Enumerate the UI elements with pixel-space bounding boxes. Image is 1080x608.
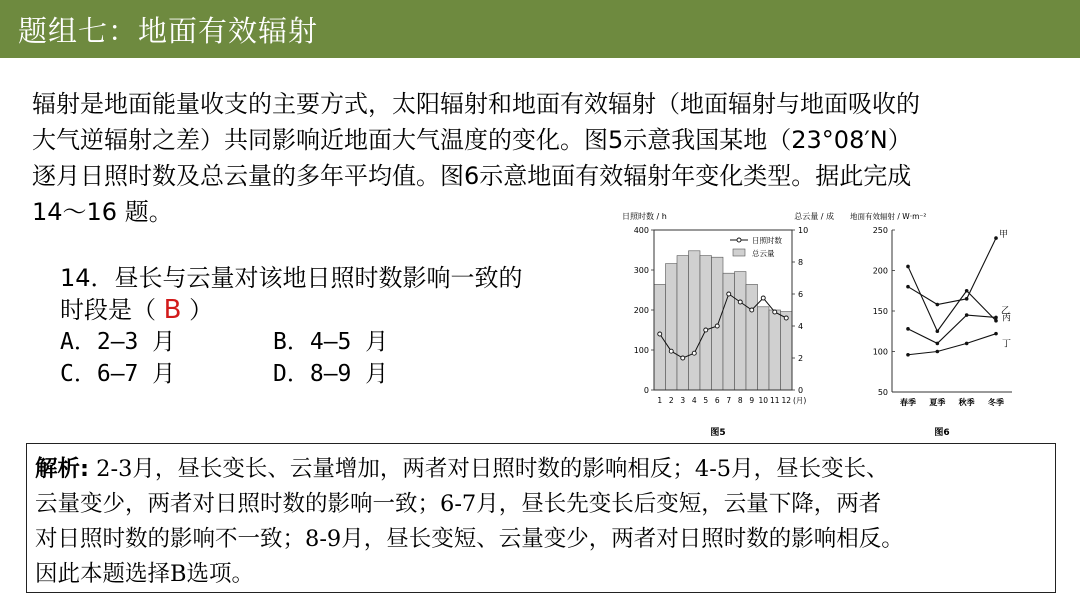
sunshine-point — [704, 328, 708, 332]
x-tick-label: 5 — [703, 396, 709, 405]
series-label: 乙 — [1001, 306, 1011, 317]
x-tick-label: 春季 — [900, 398, 916, 407]
x-tick-label: 6 — [714, 396, 720, 405]
x-tick-label: 4 — [691, 396, 697, 405]
x-tick-label: 冬季 — [988, 398, 1004, 407]
series-line — [908, 315, 996, 343]
series-point — [936, 342, 940, 346]
analysis-line: 2-3月，昼长变长、云量增加，两者对日照时数的影响相反；4-5月，昼长变长、 — [96, 456, 889, 482]
x-tick-label: 8 — [737, 396, 743, 405]
x-tick-label: 11 — [769, 396, 780, 405]
analysis-label: 解析: — [35, 456, 89, 482]
legend-line-label: 日照时数 — [752, 236, 782, 245]
sunshine-point — [727, 292, 731, 296]
figure-5-chart — [612, 206, 838, 442]
cloud-bar — [758, 307, 770, 390]
series-label: 甲 — [999, 230, 1009, 241]
series-point — [906, 265, 910, 269]
y-right-tick-label: 8 — [798, 258, 804, 267]
legend-bar-swatch — [733, 249, 745, 256]
y-tick-label: 250 — [872, 226, 888, 235]
x-tick-label: 夏季 — [929, 398, 946, 407]
series-point — [965, 297, 969, 301]
y-right-tick-label: 6 — [798, 290, 804, 299]
x-tick-label: 9 — [749, 396, 755, 405]
y-right-tick-label: 0 — [798, 386, 804, 395]
cloud-bar — [781, 312, 793, 390]
y-right-axis-label: 总云量 / 成 — [794, 212, 834, 221]
series-point — [965, 313, 969, 317]
y-tick-label: 100 — [872, 347, 888, 357]
intro-line: 大气逆辐射之差）共同影响近地面大气温度的变化。图5示意我国某地（23°08′N） — [32, 126, 912, 154]
sunshine-point — [761, 296, 765, 300]
sunshine-point — [692, 351, 696, 355]
series-point — [936, 329, 940, 333]
y-left-tick-label: 100 — [633, 346, 649, 355]
x-tick-label: 1 — [657, 396, 663, 405]
x-tick-label: 3 — [680, 396, 686, 405]
y-right-tick-label: 2 — [798, 354, 804, 363]
y-tick-label: 150 — [872, 307, 888, 316]
sunshine-point — [738, 300, 742, 304]
series-point — [906, 327, 910, 331]
cloud-bar — [700, 256, 712, 390]
series-point — [906, 285, 910, 289]
question-stem-text: 时段是（ — [60, 296, 156, 324]
x-tick-label: 10 — [758, 396, 769, 405]
series-line — [908, 266, 996, 331]
y-left-tick-label: 0 — [643, 386, 649, 395]
cloud-bar — [746, 284, 758, 390]
y-tick-label: 200 — [872, 266, 888, 276]
sunshine-point — [784, 316, 788, 320]
sunshine-point — [773, 310, 777, 314]
sunshine-point — [658, 332, 662, 336]
y-right-tick-label: 4 — [798, 322, 804, 331]
option-d: D．8—9 月 — [273, 361, 389, 387]
option-a: A．2—3 月 — [60, 329, 176, 355]
sunshine-point — [669, 349, 673, 353]
question-stem-line1: 14．昼长与云量对该地日照时数影响一致的 — [60, 264, 523, 292]
series-label: 丙 — [1002, 313, 1012, 324]
cloud-bar — [769, 310, 781, 390]
y-tick-label: 50 — [877, 388, 888, 397]
series-point — [936, 303, 940, 307]
figure-title: 图5 — [710, 428, 726, 438]
cloud-bar — [735, 272, 747, 390]
answer-mark: B — [163, 295, 182, 325]
series-point — [965, 289, 969, 293]
x-tick-label: 2 — [668, 396, 674, 405]
series-point — [994, 319, 998, 323]
legend-bar-label: 总云量 — [752, 249, 775, 258]
legend-line-marker — [737, 238, 741, 242]
figure-title: 图6 — [934, 428, 950, 438]
analysis-line: 因此本题选择B选项。 — [35, 561, 255, 587]
analysis-line: 云量变少，两者对日照时数的影响一致；6-7月，昼长先变长后变短，云量下降，两者 — [35, 491, 882, 517]
series-point — [906, 353, 910, 357]
y-left-tick-label: 300 — [633, 266, 649, 275]
series-point — [994, 316, 998, 320]
option-b: B．4—5 月 — [273, 329, 389, 355]
cloud-bar — [666, 264, 678, 390]
series-point — [994, 236, 998, 240]
x-tick-label: 秋季 — [958, 398, 975, 407]
y-left-axis-label: 日照时数 / h — [622, 212, 667, 221]
y-left-tick-label: 400 — [633, 226, 649, 235]
analysis-text — [35, 452, 1057, 592]
intro-line: 14～16 题。 — [32, 198, 173, 226]
series-point — [994, 332, 998, 336]
series-point — [936, 350, 940, 354]
x-tick-label: 7 — [726, 396, 732, 405]
option-c: C．6—7 月 — [60, 361, 176, 387]
question-stem-line2 — [60, 290, 213, 325]
cloud-bar — [723, 273, 735, 390]
slide-title: 题组七：地面有效辐射 — [18, 14, 319, 48]
question-stem-close: ） — [189, 296, 214, 324]
series-label: 丁 — [1002, 339, 1012, 350]
x-tick-label: 12 — [781, 396, 792, 405]
analysis-line: 对日照时数的影响不一致；8-9月，昼长变短、云量变少，两者对日照时数的影响相反。 — [35, 526, 904, 552]
cloud-bar — [677, 256, 689, 390]
cloud-bar — [654, 284, 666, 390]
analysis-box — [26, 443, 1056, 593]
x-axis-unit: (月) — [793, 396, 807, 405]
figure-6-chart — [848, 206, 1026, 442]
title-bar — [0, 0, 1080, 58]
sunshine-point — [681, 356, 685, 360]
series-line — [908, 334, 996, 355]
sunshine-point — [750, 308, 754, 312]
y-right-tick-label: 10 — [798, 226, 809, 235]
series-point — [965, 342, 969, 346]
y-axis-label: 地面有效辐射 / W·m⁻² — [850, 212, 927, 221]
intro-line: 辐射是地面能量收支的主要方式，太阳辐射和地面有效辐射（地面辐射与地面吸收的 — [32, 90, 920, 118]
y-left-tick-label: 200 — [633, 306, 649, 315]
cloud-bar — [689, 251, 701, 390]
sunshine-point — [715, 324, 719, 328]
intro-line: 逐月日照时数及总云量的多年平均值。图6示意地面有效辐射年变化类型。据此完成 — [32, 162, 912, 190]
